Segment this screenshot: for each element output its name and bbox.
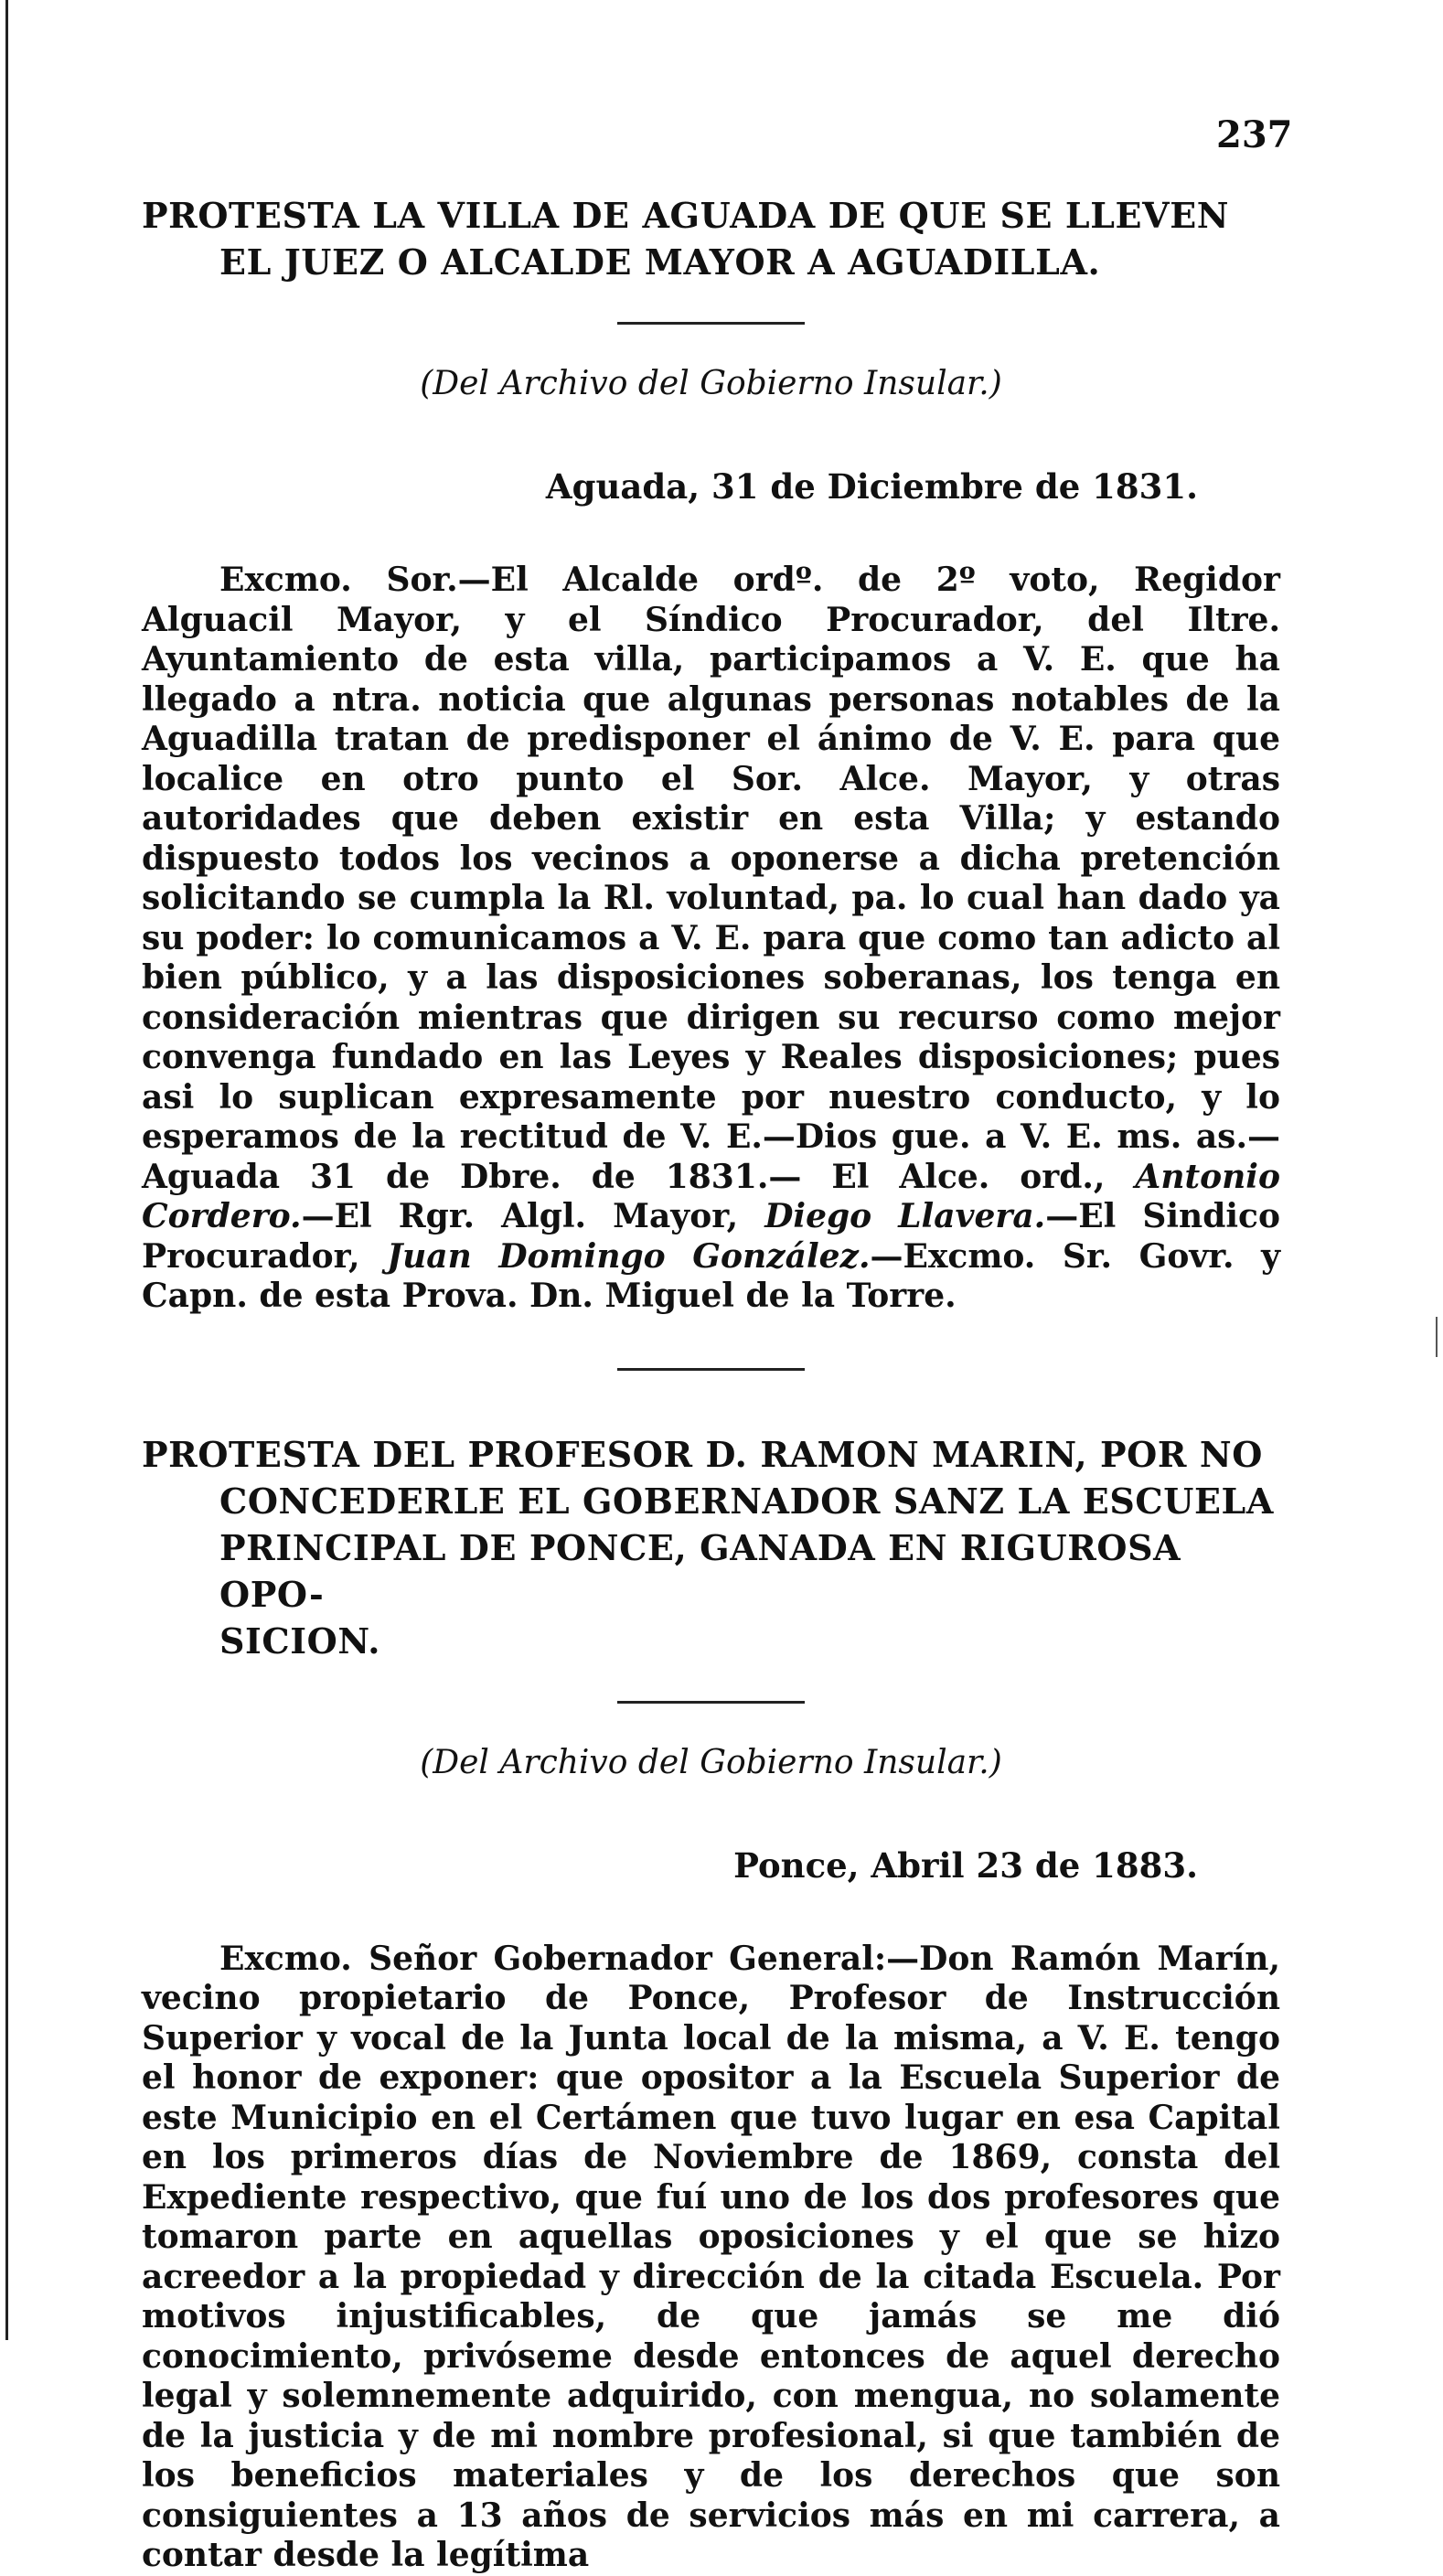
page-number: 237 xyxy=(1216,113,1293,156)
section1-body-part3: —El Sindico Procurador, xyxy=(142,1197,1280,1276)
page-content xyxy=(142,192,1280,2576)
section1-title-line2: EL JUEZ O ALCALDE MAYOR A AGUADILLA. xyxy=(219,241,1101,283)
section2-source-open: ( xyxy=(420,1743,433,1781)
section2-title-line3: PRINCIPAL DE PONCE, GANADA EN RIGUROSA OPO- xyxy=(219,1526,1181,1615)
section1-title xyxy=(142,192,1280,285)
section1-source-open: ( xyxy=(420,365,433,402)
section1-source xyxy=(142,361,1280,407)
section2-source-text: Del Archivo del Gobierno Insular. xyxy=(433,1743,989,1781)
section1-body-part4: —Excmo. Sr. Govr. y Capn. de esta Prova. Dn. Miguel de la Torre. xyxy=(142,1236,1280,1315)
section1-title-line1: PROTESTA LA VILLA DE AGUADA DE QUE SE LLEVEN xyxy=(142,195,1230,236)
section1-source-close: ) xyxy=(989,365,1002,402)
section2-title-line1: PROTESTA DEL PROFESOR D. RAMON MARIN, POR NO xyxy=(142,1433,1263,1475)
section1-body-part1: Excmo. Sor.—El Alcalde ordº. de 2º voto, Regidor Alguacil Mayor, y el Síndico Procurador, del Iltre. Ayuntamiento de esta villa, participamos a V. E. que ha llegado a ntra. noticia que algunas personas notables de la Aguadilla tratan de predisponer el ánimo de V. E. para que localice en otro punto el Sor. Alce. Mayor, y otras autoridades que deben existir en esta Villa; y estando dispuesto todos los vecinos a oponerse a dicha pretención solicitando se cumpla la Rl. voluntad, pa. lo cual han dado ya su poder: lo comunicamos a V. E. para que como tan adicto al bien público, y a las disposiciones soberanas, los tenga en consideración mientras que dirigen su recurso como mejor convenga fundado en las Leyes y Reales disposiciones; pues asi lo suplican expresamente por nuestro conducto, y lo esperamos de la rectitud de V. E.—Dios gue. a V. E. ms. as.—Aguada 31 de Dbre. de 1831.— El Alce. ord., xyxy=(142,561,1280,1196)
page-edge-mark xyxy=(1436,1317,1438,1357)
section2-date: Ponce, Abril 23 de 1883. xyxy=(733,1844,1198,1886)
section1-name-regidor: Diego Llavera. xyxy=(764,1197,1046,1235)
section1-name-sindico: Juan Domingo González. xyxy=(387,1236,871,1276)
section1-body xyxy=(142,561,1280,1317)
page-edge-border xyxy=(5,0,8,2340)
section1-body-part2: —El Rgr. Algl. Mayor, xyxy=(301,1197,739,1235)
section1-name-alcalde: Antonio Cordero. xyxy=(142,1157,1280,1235)
section2-source-close: ) xyxy=(989,1743,1002,1781)
section2-title-line4: SICION. xyxy=(219,1619,381,1662)
section1-source-text: Del Archivo del Gobierno Insular. xyxy=(433,365,989,402)
section2-title xyxy=(142,1431,1280,1664)
section1-date: Aguada, 31 de Diciembre de 1831. xyxy=(545,466,1198,507)
section2-source xyxy=(142,1740,1280,1786)
section2-body: Excmo. Señor Gobernador General:—Don Ramón Marín, vecino propietario de Ponce, Profesor de Instrucción Superior y vocal de la Junta local de la misma, a V. E. tengo el honor de exponer: que opositor a la Escuela Superior de este Municipio en el Certámen que tuvo lugar en esa Capital en los primeros días de Noviembre de 1869, consta del Expediente respectivo, que fuí uno de los dos profesores que tomaron parte en aquellas oposiciones y el que se hizo acreedor a la propiedad y dirección de la citada Escuela. Por motivos injustificables, de que jamás se me dió conocimiento, privóseme desde entonces de aquel derecho legal y solemnemente adquirido, con mengua, no solamente de la justicia y de mi nombre profesional, si que también de los beneficios materiales y de los derechos que son consiguientes a 13 años de servicios más en mi carrera, a contar desde la legítima xyxy=(142,1939,1280,2574)
section2-title-line2: CONCEDERLE EL GOBERNADOR SANZ LA ESCUELA xyxy=(219,1480,1274,1522)
